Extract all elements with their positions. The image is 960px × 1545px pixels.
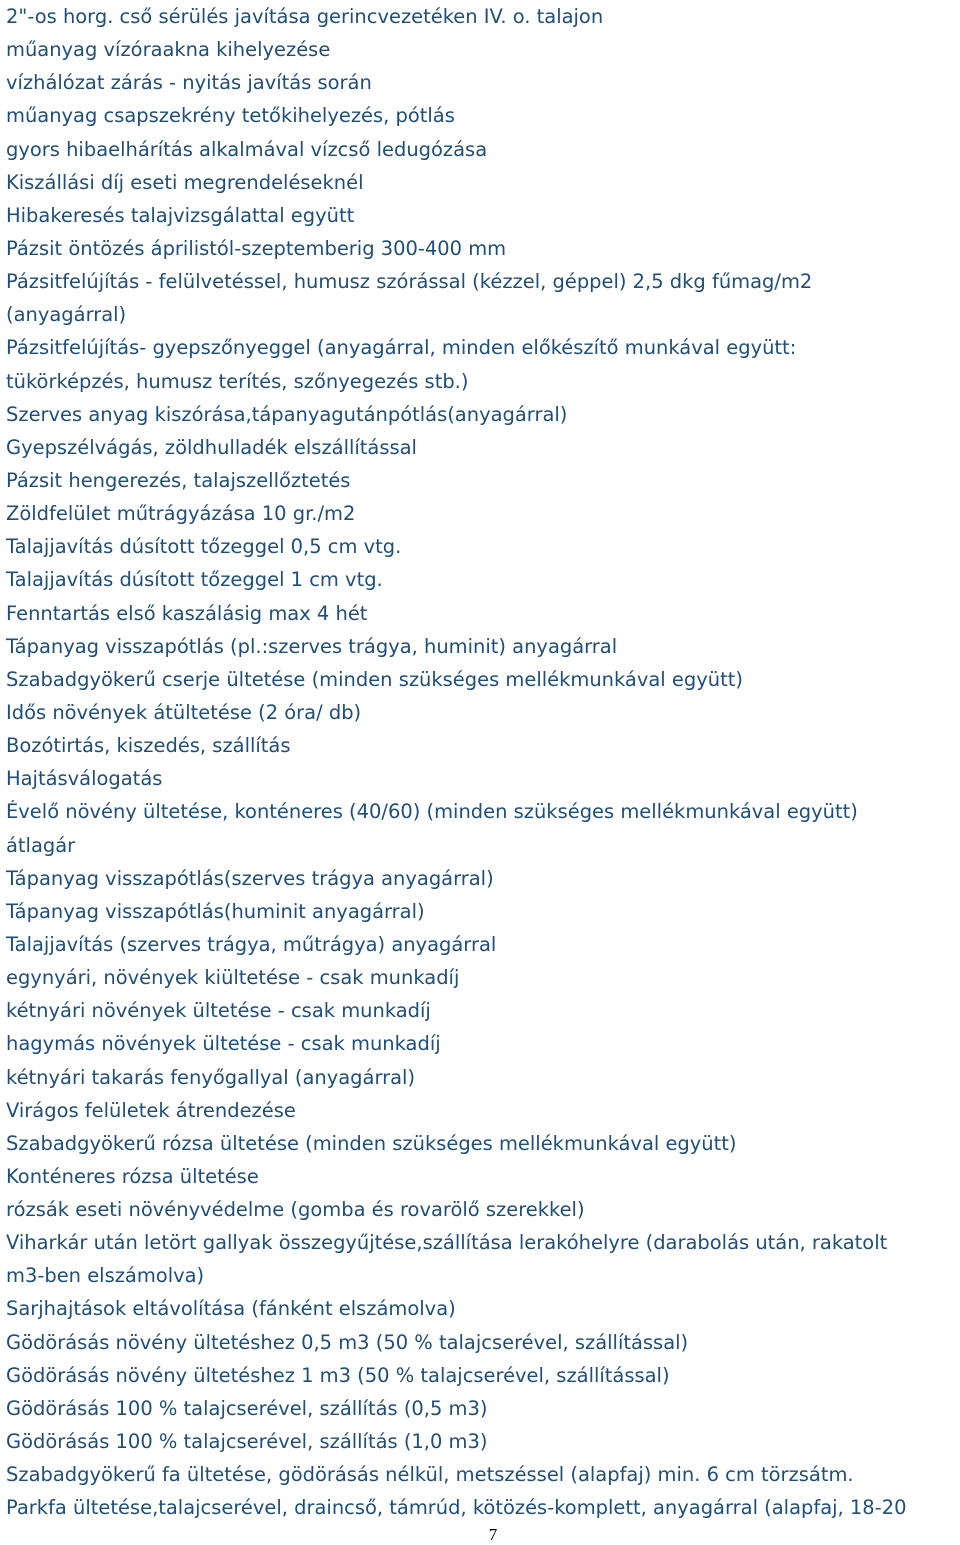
text-line: Talajjavítás dúsított tőzeggel 0,5 cm vtg. [6, 535, 402, 559]
text-line: műanyag vízóraakna kihelyezése [6, 38, 331, 62]
text-line: Tápanyag visszapótlás(huminit anyagárral) [6, 899, 425, 923]
text-line: kétnyári növények ültetése - csak munkadíj [6, 999, 431, 1023]
text-line: Gyepszélvágás, zöldhulladék elszállítással [6, 435, 417, 459]
text-line: Pázsit hengerezés, talajszellőztetés [6, 468, 351, 492]
text-line: Fenntartás első kaszálásig max 4 hét [6, 601, 368, 625]
text-line: vízhálózat zárás - nyitás javítás során [6, 71, 372, 95]
text-line: Pázsitfelújítás- gyepszőnyeggel (anyagárral, minden előkészítő munkával együtt: [6, 336, 797, 360]
text-line: Idős növények átültetése (2 óra/ db) [6, 700, 362, 724]
text-line: tükörképzés, humusz terítés, szőnyegezés stb.) [6, 369, 469, 393]
page-number: 7 [488, 1525, 498, 1544]
text-line: Tápanyag visszapótlás(szerves trágya anyagárral) [6, 866, 494, 890]
text-line: Pázsitfelújítás - felülvetéssel, humusz szórással (kézzel, géppel) 2,5 dkg fűmag/m2 [6, 270, 813, 294]
text-line: Talajjavítás (szerves trágya, műtrágya) anyagárral [6, 932, 497, 956]
text-line: Pázsit öntözés áprilistól-szeptemberig 300-400 mm [6, 236, 507, 260]
text-line: Gödörásás növény ültetéshez 0,5 m3 (50 % talajcserével, szállítással) [6, 1330, 689, 1354]
text-line: hagymás növények ültetése - csak munkadíj [6, 1032, 441, 1056]
text-line: Szabadgyökerű rózsa ültetése (minden szükséges mellékmunkával együtt) [6, 1131, 737, 1155]
text-line: Parkfa ültetése,talajcserével, draincső, támrúd, kötözés-komplett, anyagárral (alapfaj, 18-20 [6, 1496, 907, 1520]
text-line: Tápanyag visszapótlás (pl.:szerves trágya, huminit) anyagárral [6, 634, 618, 658]
text-line: Gödörásás növény ültetéshez 1 m3 (50 % talajcserével, szállítással) [6, 1363, 670, 1387]
text-line: Gödörásás 100 % talajcserével, szállítás (0,5 m3) [6, 1396, 488, 1420]
text-line: Hibakeresés talajvizsgálattal együtt [6, 203, 355, 227]
text-line: átlagár [6, 833, 76, 857]
text-line: műanyag csapszekrény tetőkihelyezés, pótlás [6, 104, 455, 128]
text-line: Zöldfelület műtrágyázása 10 gr./m2 [6, 502, 356, 526]
text-line: gyors hibaelhárítás alkalmával vízcső ledugózása [6, 137, 488, 161]
text-line: Bozótirtás, kiszedés, szállítás [6, 734, 291, 758]
text-line: (anyagárral) [6, 303, 127, 327]
document-text-list [6, 0, 958, 1524]
text-line: Szabadgyökerű fa ültetése, gödörásás nélkül, metszéssel (alapfaj) min. 6 cm törzsátm. [6, 1463, 854, 1487]
text-line: m3-ben elszámolva) [6, 1264, 205, 1288]
text-line: kétnyári takarás fenyőgallyal (anyagárral) [6, 1065, 416, 1089]
text-line: Évelő növény ültetése, konténeres (40/60) (minden szükséges mellékmunkával együtt) [6, 800, 858, 824]
text-line: egynyári, növények kiültetése - csak munkadíj [6, 966, 460, 990]
text-line: Hajtásválogatás [6, 767, 163, 791]
text-line: Virágos felületek átrendezése [6, 1098, 296, 1122]
text-line: Viharkár után letört gallyak összegyűjtése,szállítása lerakóhelyre (darabolás után, rakatolt [6, 1231, 888, 1255]
text-line: Gödörásás 100 % talajcserével, szállítás (1,0 m3) [6, 1430, 488, 1454]
text-line: Szerves anyag kiszórása,tápanyagutánpótlás(anyagárral) [6, 402, 568, 426]
text-line: Konténeres rózsa ültetése [6, 1164, 259, 1188]
text-line: Kiszállási díj eseti megrendeléseknél [6, 170, 364, 194]
text-line: Sarjhajtások eltávolítása (fánként elszámolva) [6, 1297, 456, 1321]
text-line: rózsák eseti növényvédelme (gomba és rovarölő szerekkel) [6, 1198, 585, 1222]
text-line: 2"-os horg. cső sérülés javítása gerincvezetéken IV. o. talajon [6, 5, 604, 28]
text-line: Szabadgyökerű cserje ültetése (minden szükséges mellékmunkával együtt) [6, 667, 743, 691]
text-line: Talajjavítás dúsított tőzeggel 1 cm vtg. [6, 568, 383, 592]
